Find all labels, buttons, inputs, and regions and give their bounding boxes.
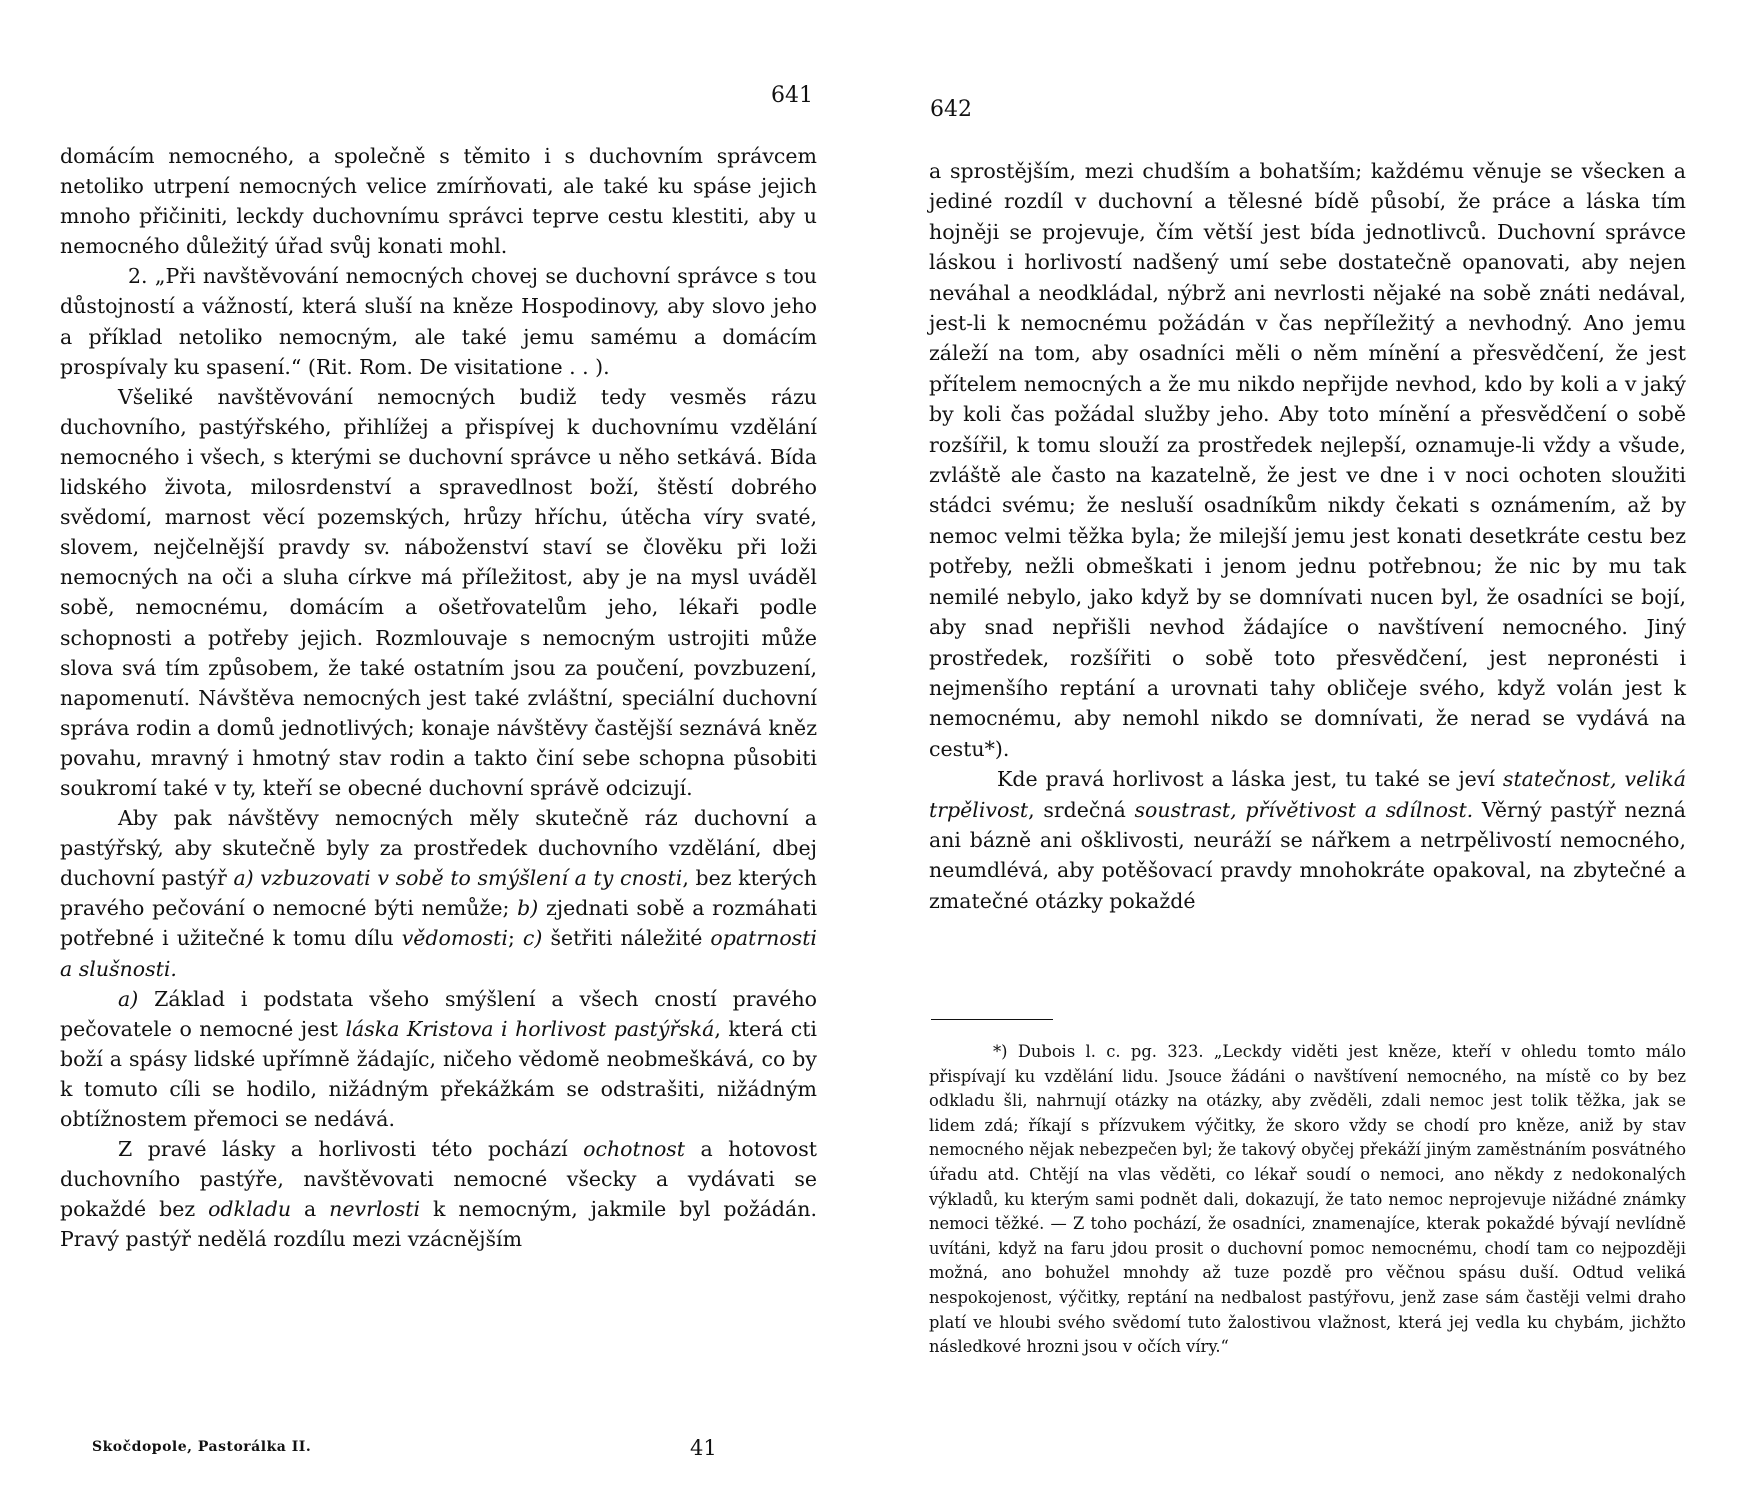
text-run: šetřiti náležité xyxy=(542,926,711,951)
emphasis-text: vědomosti xyxy=(401,926,508,951)
text-run: Kde pravá horlivost a láska jest, tu také se jeví xyxy=(997,767,1503,792)
text-run: a hotovost duchovního pastýře, navštěvovati nemocné všecky a vydávati se pokaždé bez xyxy=(60,1137,817,1222)
emphasis-text: statečnost, veliká trpělivost xyxy=(929,767,1687,822)
text-run: , bez kterých pravého pečování o nemocné býti nemůže; xyxy=(60,866,817,921)
text-run: Aby pak návštěvy nemocných měly skutečně ráz duchovní a pastýřský, aby skutečně byly za prostředek duchovního vzdělání, dbej duchovní pastýř xyxy=(60,806,817,891)
text-run: Věrný pastýř nezná ani bázně ani ošklivosti, neuráží se nářkem a netrpělivostí nemocného, neumdlévá, aby potěšovací pravdy mnohokráte opakoval, na zbytečné a zmatečné otázky pokaždé xyxy=(929,797,1686,913)
footnote: *) Dubois l. c. pg. 323. „Leckdy viděti jest kněze, kteří v ohledu tomto málo přispívají ku vzdělání lidu. Jsouce žádáni o navštívení nemocného, na místě co by bez odkladu šli, nahrnují otázky na otázky, aby zvěděli, zdali nemoc jest tolik těžka, jak se lidem zdá; říkají s přízvukem výčitky, že skoro vždy se chodí pro kněze, aniž by stav nemocného nějak nebezpečen byl; že takový obyčej překáží jiným zaměstnáním posvátného úřadu atd. Chtějí na vlas věděti, co lékař soudí o nemoci, ano někdy z nedokonalých výkladů, ku kterým sami podnět dali, dokazují, že tato nemoc neprojevuje nižádné známky nemoci těžké. — Z toho pochází, že osadníci, znamenajíce, kterak pokaždé bývají nevlídně uvítáni, když na faru jdou prosit o duchovní pomoc nemocnému, chodí tam co nejpozději možná, ano bohužel mnohdy až tuze pozdě pro věčnou spásu duší. Odtud veliká nespokojenost, výčitky, reptání na nedbalost pastýřovu, jenž zase sám častěji velmi draho platí ve hloubi svého svědomí tuto žalostivou vlažnost, která jej vedla ku chybám, jichžto následkové hrozni jsou v očích víry.“ xyxy=(929,1042,1686,1357)
text-run: Základ i podstata všeho smýšlení a všech cností pravého pečovatele o nemocné jest xyxy=(60,986,817,1041)
right-page xyxy=(873,0,1746,1500)
text-run: Z pravé lásky a horlivosti této pochází xyxy=(118,1137,584,1162)
paragraph xyxy=(929,764,1686,916)
page-number: 642 xyxy=(930,97,972,122)
page-number: 641 xyxy=(771,83,813,108)
right-page-body xyxy=(929,156,1686,916)
signature-line: Skočdopole, Pastorálka II. xyxy=(92,1439,312,1455)
text-run: ; xyxy=(507,926,523,951)
paragraph: domácím nemocného, a společně s těmito i s duchovním správcem netoliko utrpení nemocných velice zmírňovati, ale také ku spáse jejich mnoho přičiniti, leckdy duchovnímu správci teprve cestu klestiti, aby u nemocného důležitý úřad svůj konati mohl. xyxy=(60,144,817,259)
emphasis-text: b) xyxy=(517,896,539,921)
left-page-body xyxy=(60,141,817,1254)
emphasis-text: odkladu xyxy=(208,1197,292,1222)
emphasis-text: a) vzbuzovati v sobě to smýšlení a ty cnosti xyxy=(233,866,683,891)
text-run: , srdečná xyxy=(1028,797,1135,822)
paragraph: a sprostějším, mezi chudším a bohatším; každému věnuje se všecken a jediné rozdíl v duchovní a tělesné bídě působí, že práce a láska tím hojněji se projevuje, čím větší jest bída jednotlivců. Duchovní správce láskou i horlivostí nadšený umí sebe dostatečně opanovati, aby nejen neváhal a neodkládal, nýbrž ani nevrlosti nějaké na sobě znáti nedával, jest-li k nemocnému požádán v čas nepříležitý a nevhodný. Ano jemu záleží na tom, aby osadníci měli o něm mínění a přesvědčení, že jest přítelem nemocných a že mu nikdo nepřijde nevhod, kdo by koli a v jaký by koli čas požádal služby jeho. Aby toto mínění a přesvědčení o sobě rozšířil, k tomu slouží za prostředek nejlepší, oznamuje-li vždy a všude, zvláště ale často na kazatelně, že jest ve dne i v noci ochoten sloužiti stádci svému; že nesluší osadníkům nikdy čekati s oznámením, až by nemoc velmi těžka byla; že milejší jemu jest konati desetkráte cestu bez potřeby, nežli obmeškati i jenom jednu potřebnou; že nic by mu tak nemilé nebylo, jako když by se domnívati nucen byl, že osadníci se bojí, aby snad nepřišli nevhod žádajíce o navštívení nemocného. Jiný prostředek, rozšířiti o sobě toto přesvědčení, jest nepronésti i nejmenšího reptání a urovnati tahy obličeje svého, když volán jest k nemocnému, aby nemohl nikdo se domnívati, že nerad se vydává na cestu*). xyxy=(929,159,1686,761)
footnote-divider xyxy=(931,1019,1053,1020)
text-run: a xyxy=(291,1197,330,1222)
emphasis-text: láska Kristova i horlivost pastýřská xyxy=(345,1016,715,1041)
paragraph: Všeliké navštěvování nemocných budiž tedy vesměs rázu duchovního, pastýřského, přihlížej a přispívej k duchovnímu vzdělání nemocného i všech, s kterými se duchovní správce u něho setkává. Bída lidského života, milosrdenství a spravedlnost boží, štěstí dobrého svědomí, marnost věcí pozemských, hrůzy hříchu, útěcha víry svaté, slovem, nejčelnější pravdy sv. náboženství staví se člověku při loži nemocných na oči a sluha církve má příležitost, aby je na mysl uváděl sobě, nemocnému, domácím a ošetřovatelům jeho, lékaři podle schopnosti a potřeby jejich. Rozmlouvaje s nemocným ustrojiti může slova svá tím způsobem, že také ostatním jsou za poučení, povzbuzení, napomenutí. Návštěva nemocných jest také zvláštní, speciální duchovní správa rodin a domů jednotlivých; konaje návštěvy častější seznává kněz povahu, mravný i hmotný stav rodin a takto činí sebe schopna působiti soukromí také v ty, kteří se obecné duchovní správě odcizují. xyxy=(60,384,817,800)
emphasis-text: ochotnost xyxy=(583,1137,686,1162)
emphasis-text: c) xyxy=(522,926,543,951)
paragraph xyxy=(60,984,817,1134)
emphasis-text: a) xyxy=(118,986,139,1011)
paragraph: 2. „Při navštěvování nemocných chovej se duchovní správce s tou důstojností a vážností, která sluší na kněze Hospodinovy, aby slovo jeho a příklad netoliko nemocným, ale také jemu samému a domácím prospívaly ku spasení.“ (Rit. Rom. De visitatione . . ). xyxy=(60,264,817,379)
paragraph xyxy=(60,803,817,984)
text-run: k nemocným, jakmile byl požádán. Pravý pastýř nedělá rozdílu mezi vzácnějším xyxy=(60,1197,817,1252)
emphasis-text: opatrnosti a slušnosti. xyxy=(60,926,817,981)
emphasis-text: nevrlosti xyxy=(329,1197,421,1222)
text-run: , která cti boží a spásy lidské upřímně žádajíc, ničeho vědomě neobmeškává, co by k tomuto cíli se hodilo, nižádným překážkám se odstrašiti, nižádným obtížnostem přemoci se nedává. xyxy=(60,1016,817,1131)
paragraph xyxy=(60,1134,817,1254)
text-run: zjednati sobě a rozmáhati potřebné i užitečné k tomu dílu xyxy=(60,896,818,951)
emphasis-text: soustrast, přívětivost a sdílnost. xyxy=(1134,797,1474,822)
signature-number: 41 xyxy=(690,1436,717,1460)
